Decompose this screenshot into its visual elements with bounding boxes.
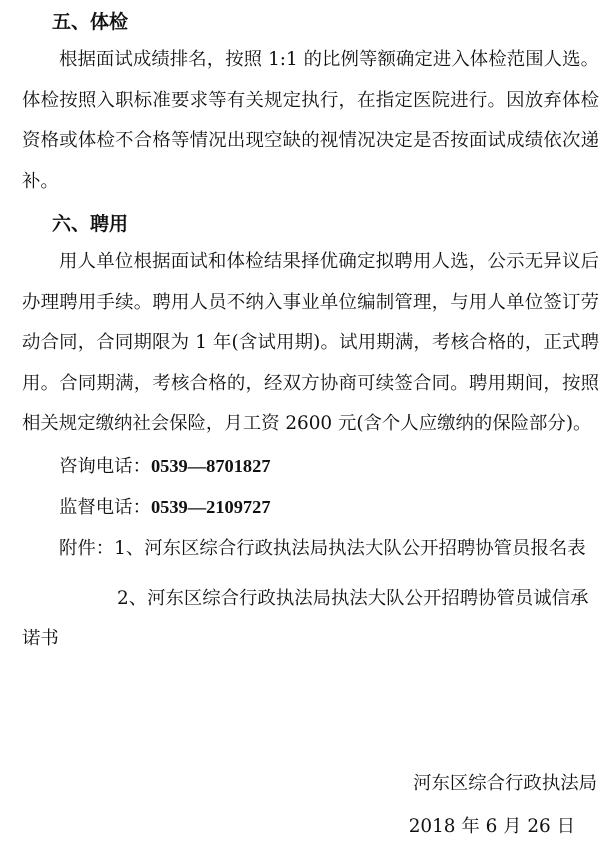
- inquiry-phone-line: [59, 447, 599, 486]
- signature-organization: 河东区综合行政执法局: [413, 773, 597, 794]
- supervision-phone-number: 0539—2109727: [150, 496, 271, 517]
- section-paragraph-employment: 用人单位根据面试和体检结果择优确定拟聘用人选，公示无异议后办理聘用手续。聘用人员不纳入事业单位编制管理，与用人单位签订劳动合同，合同期限为 1 年(含试用期)。试用期满，考核合格的，正式聘用。合同期满，考核合格的，经双方协商可续签合同。聘用期间，按照相关规定缴纳社会保险，月工资 2600 元(含个人应缴纳的保险部分)。: [22, 251, 599, 434]
- attachment-item-2: 2、河东区综合行政执法局执法大队公开招聘协管员诚信承诺书: [22, 587, 589, 649]
- attachment-item-1: 附件：1、河东区综合行政执法局执法大队公开招聘协管员报名表: [59, 537, 586, 559]
- supervision-phone-label: 监督电话：: [59, 496, 151, 518]
- section-paragraph-physical-exam: 根据面试成绩排名，按照 1:1 的比例等额确定进入体检范围人选。体检按照入职标准要求等有关规定执行，在指定医院进行。因放弃体检资格或体检不合格等情况出现空缺的视情况决定是否按面试成绩依次递补。: [22, 49, 599, 192]
- section-heading-physical-exam: 五、体检: [52, 11, 129, 33]
- inquiry-phone-number: 0539—8701827: [150, 455, 271, 476]
- signature-date: 2018 年 6 月 26 日: [408, 816, 575, 837]
- section-heading-employment: 六、聘用: [52, 213, 129, 235]
- supervision-phone-line: [59, 488, 599, 527]
- inquiry-phone-label: 咨询电话：: [59, 455, 151, 477]
